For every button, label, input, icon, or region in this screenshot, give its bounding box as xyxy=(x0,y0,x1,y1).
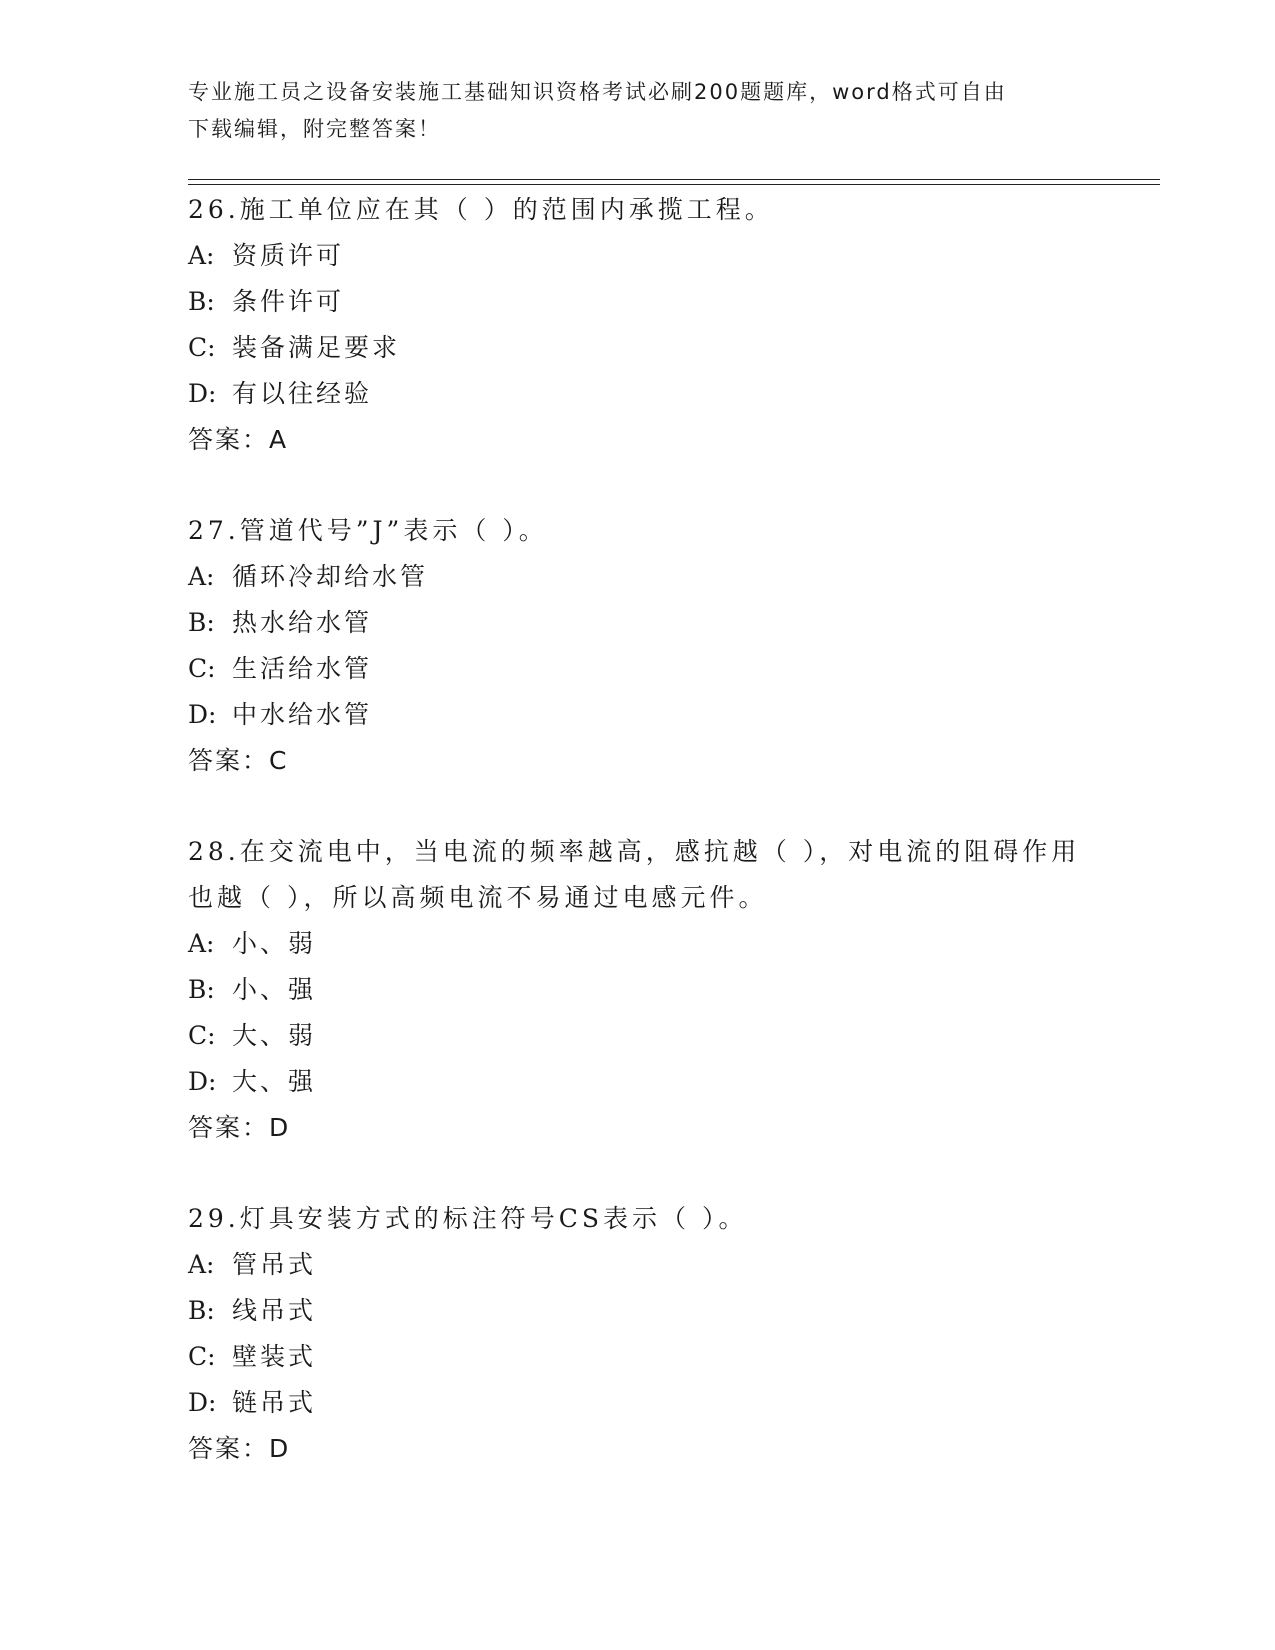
answer-line: 答案：C xyxy=(188,746,289,775)
option-letter: A: xyxy=(188,562,215,591)
header-line-1: 专业施工员之设备安装施工基础知识资格考试必刷200题题库，word格式可自由 xyxy=(188,80,1007,104)
question-stem: 28.在交流电中，当电流的频率越高，感抗越（ ），对电流的阻碍作用也越（ ），所以高频电流不易通过电感元件。 xyxy=(188,837,1081,912)
option-letter: D: xyxy=(188,1067,217,1096)
option-letter: D: xyxy=(188,700,217,729)
option-c xyxy=(188,325,1088,371)
header-divider-top xyxy=(188,179,1160,180)
option-b xyxy=(188,1288,1088,1334)
option-text: 大、弱 xyxy=(232,1021,317,1050)
option-text: 中水给水管 xyxy=(232,700,373,729)
option-text: 管吊式 xyxy=(232,1250,317,1279)
option-letter: B: xyxy=(188,287,215,316)
option-c xyxy=(188,1334,1088,1380)
option-letter: D: xyxy=(188,1388,217,1417)
option-text: 有以往经验 xyxy=(232,379,373,408)
option-b xyxy=(188,600,1088,646)
option-text: 小、弱 xyxy=(232,929,317,958)
option-letter: B: xyxy=(188,1296,215,1325)
option-text: 循环冷却给水管 xyxy=(232,562,429,591)
option-a xyxy=(188,921,1088,967)
option-letter: C: xyxy=(188,654,216,683)
question-27 xyxy=(188,508,1088,784)
option-text: 资质许可 xyxy=(232,241,345,270)
option-letter: A: xyxy=(188,1250,215,1279)
option-c xyxy=(188,1013,1088,1059)
question-29 xyxy=(188,1196,1088,1472)
answer-line: 答案：A xyxy=(188,425,289,454)
header-line-2: 下载编辑，附完整答案！ xyxy=(188,117,441,141)
option-letter: A: xyxy=(188,929,215,958)
option-text: 壁装式 xyxy=(232,1342,317,1371)
option-text: 生活给水管 xyxy=(232,654,373,683)
option-letter: C: xyxy=(188,1021,216,1050)
option-letter: C: xyxy=(188,1342,216,1371)
question-28 xyxy=(188,829,1088,1151)
option-letter: A: xyxy=(188,241,215,270)
option-d xyxy=(188,1059,1088,1105)
option-text: 小、强 xyxy=(232,975,317,1004)
option-text: 线吊式 xyxy=(232,1296,317,1325)
option-text: 条件许可 xyxy=(232,287,345,316)
document-header xyxy=(188,74,1088,148)
question-stem: 29.灯具安装方式的标注符号CS表示（ ）。 xyxy=(188,1204,748,1233)
answer-line: 答案：D xyxy=(188,1434,291,1463)
option-text: 链吊式 xyxy=(232,1388,317,1417)
option-letter: C: xyxy=(188,333,216,362)
question-stem: 27.管道代号”J”表示（ ）。 xyxy=(188,516,548,545)
option-d xyxy=(188,371,1088,417)
option-d xyxy=(188,1380,1088,1426)
question-list xyxy=(188,187,1088,1517)
option-text: 装备满足要求 xyxy=(232,333,401,362)
option-d xyxy=(188,692,1088,738)
option-a xyxy=(188,233,1088,279)
option-c xyxy=(188,646,1088,692)
header-divider-bottom xyxy=(188,184,1160,185)
option-a xyxy=(188,554,1088,600)
question-stem: 26.施工单位应在其（ ）的范围内承揽工程。 xyxy=(188,195,774,224)
option-letter: B: xyxy=(188,975,215,1004)
option-a xyxy=(188,1242,1088,1288)
option-text: 热水给水管 xyxy=(232,608,373,637)
option-b xyxy=(188,279,1088,325)
option-letter: B: xyxy=(188,608,215,637)
answer-line: 答案：D xyxy=(188,1113,291,1142)
option-text: 大、强 xyxy=(232,1067,317,1096)
option-letter: D: xyxy=(188,379,217,408)
option-b xyxy=(188,967,1088,1013)
question-26 xyxy=(188,187,1088,463)
